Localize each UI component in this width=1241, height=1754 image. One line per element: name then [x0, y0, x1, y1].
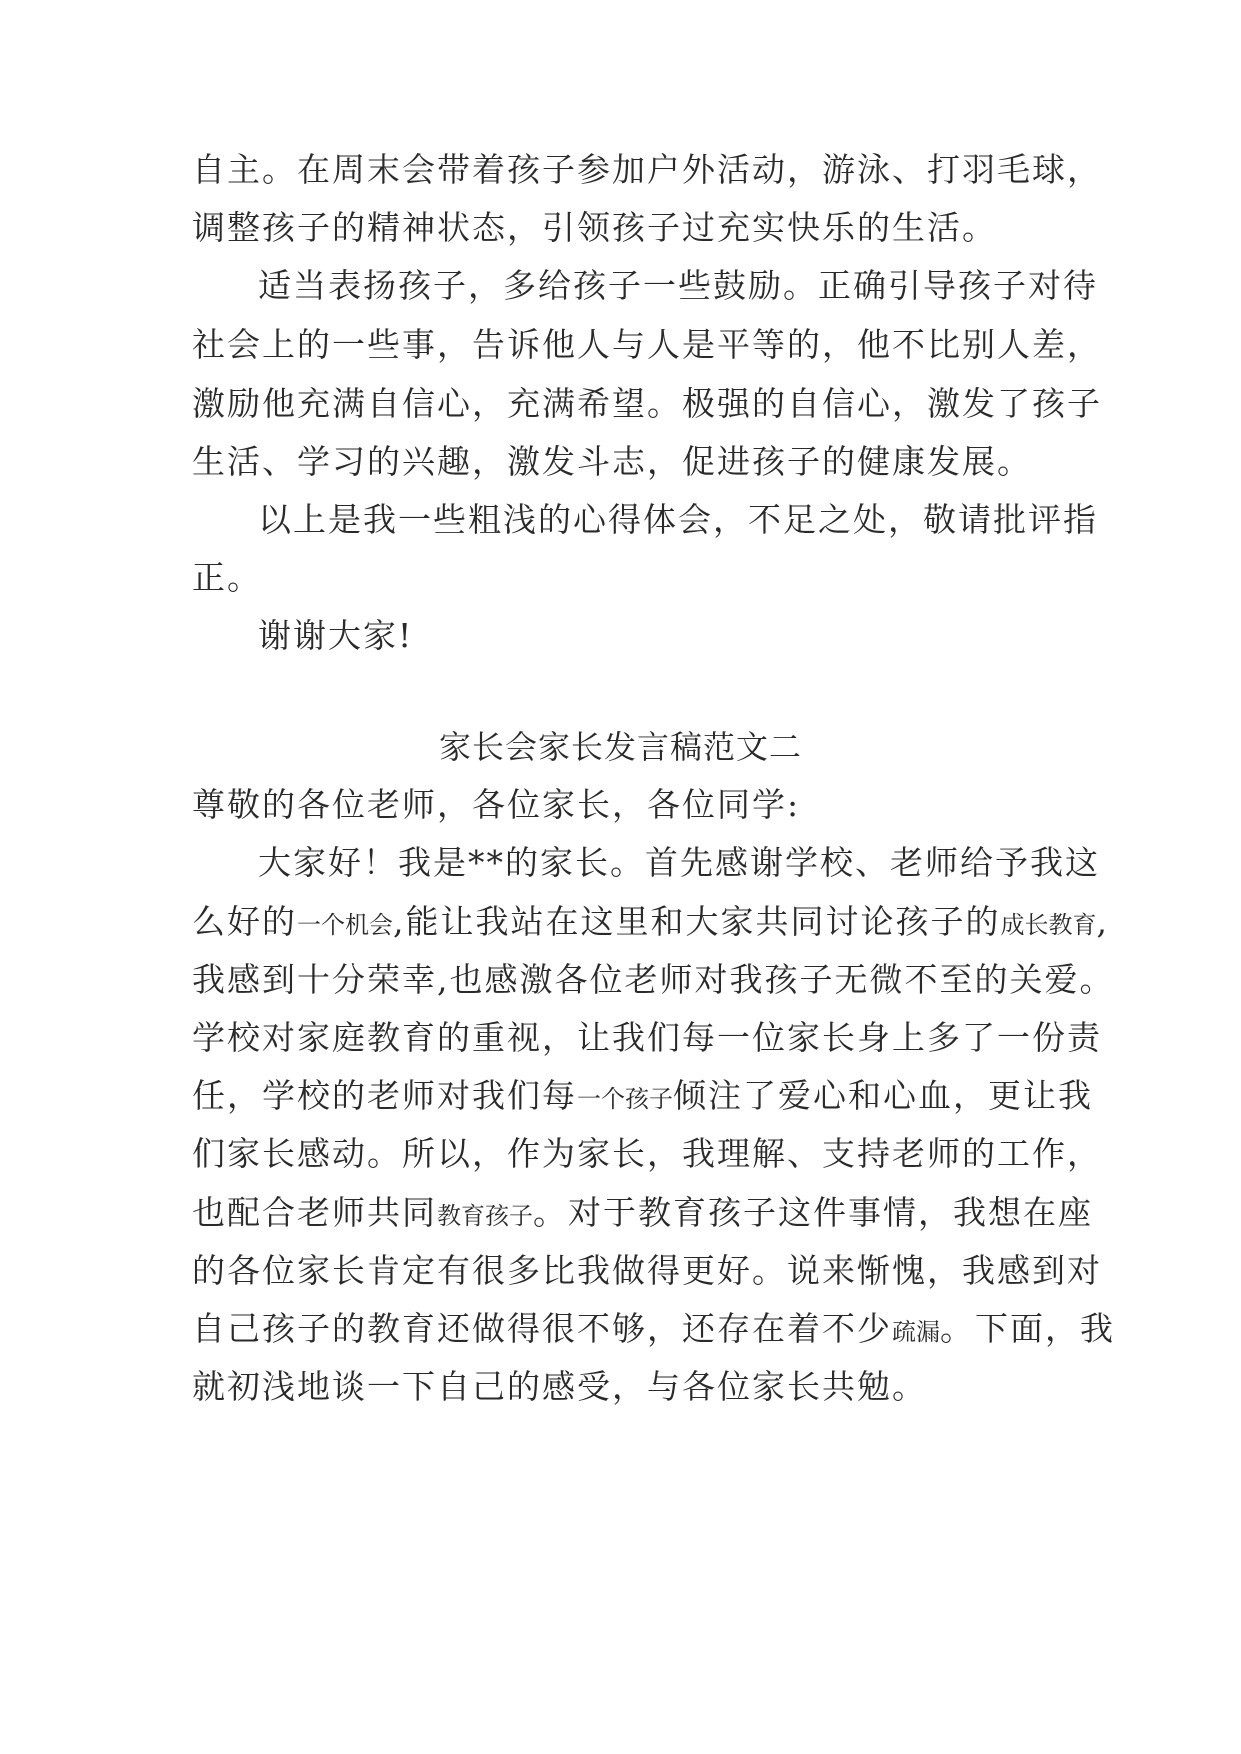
text-segment-small: 教育孩子 — [437, 1202, 533, 1230]
text-line: 适当表扬孩子，多给孩子一些鼓励。正确引导孩子对待 — [258, 266, 1098, 305]
thanks-line: 谢谢大家! — [258, 616, 414, 655]
text-segment: 学校对家庭教育的重视，让我们每一位家长身上多了一份责 — [192, 1018, 1102, 1057]
salutation: 尊敬的各位老师，各位家长，各位同学: — [192, 785, 801, 824]
text-line — [192, 1134, 1102, 1174]
text-segment: 任，学校的老师对我们每 — [192, 1076, 577, 1115]
text-segment-small: 一个孩子 — [577, 1085, 673, 1113]
text-segment: 。对于教育孩子这件事情，我想在座 — [533, 1193, 1093, 1232]
text-segment-small: 疏漏 — [892, 1318, 940, 1346]
text-segment-small: 成长教育 — [1000, 911, 1097, 939]
text-line — [192, 1251, 1102, 1291]
text-line: 调整孩子的精神状态，引领孩子过充实快乐的生活。 — [192, 208, 997, 247]
text-segment: 么好的 — [192, 902, 297, 941]
text-segment: , — [1096, 902, 1109, 941]
text-segment: 也配合老师共同 — [192, 1193, 437, 1232]
text-segment: 的各位家长肯定有很多比我做得更好。说来惭愧，我感到对 — [192, 1251, 1102, 1290]
text-line — [258, 843, 1100, 883]
text-segment: 大家好！我是**的家长。首先感谢学校、老师给予我这 — [258, 843, 1100, 882]
text-line — [192, 902, 1109, 945]
text-line — [192, 1018, 1102, 1058]
text-segment: 我感到十分荣幸,也感激各位老师对我孩子无微不至的关爱。 — [192, 960, 1115, 999]
text-line: 生活、学习的兴趣，激发斗志，促进孩子的健康发展。 — [192, 442, 1032, 481]
text-segment-small: 一个机会 — [297, 911, 393, 939]
text-line: 以上是我一些粗浅的心得体会，不足之处，敬请批评指 — [258, 500, 1098, 539]
text-segment: 。下面，我 — [940, 1309, 1115, 1348]
text-line: 社会上的一些事，告诉他人与人是平等的，他不比别人差， — [192, 325, 1102, 364]
text-line — [192, 1367, 1052, 1407]
text-segment: 倾注了爱心和心血，更让我 — [673, 1076, 1093, 1115]
text-segment: ,能让我站在这里和大家共同讨论孩子的 — [393, 902, 1001, 941]
text-line: 自主。在周末会带着孩子参加户外活动，游泳、打羽毛球， — [192, 150, 1102, 189]
text-line — [192, 1193, 1093, 1236]
text-line: 激励他充满自信心，充满希望。极强的自信心，激发了孩子 — [192, 384, 1102, 423]
text-line: 正。 — [192, 558, 262, 597]
text-line — [192, 1076, 1093, 1119]
text-line — [192, 1309, 1115, 1352]
section-title: 家长会家长发言稿范文二 — [438, 728, 802, 766]
text-segment: 自己孩子的教育还做得很不够，还存在着不少 — [192, 1309, 892, 1348]
text-line — [192, 960, 1115, 1000]
text-segment: 就初浅地谈一下自己的感受，与各位家长共勉。 — [192, 1367, 927, 1406]
text-segment: 们家长感动。所以，作为家长，我理解、支持老师的工作， — [192, 1134, 1102, 1173]
